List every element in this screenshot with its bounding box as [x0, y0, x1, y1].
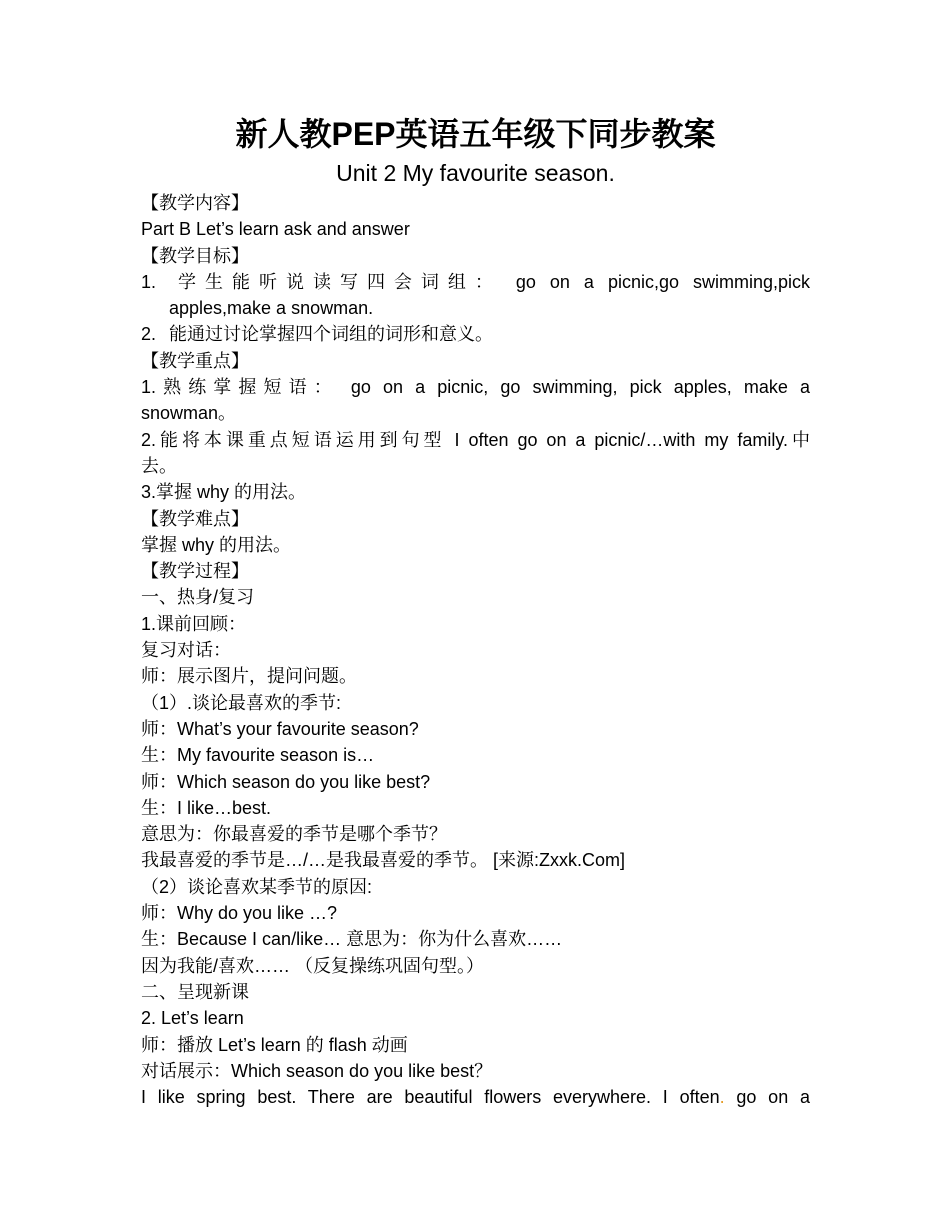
dialog-line: 师：What’s your favourite season?: [141, 718, 419, 739]
text-line: Part B Let’s learn ask and answer: [141, 219, 410, 240]
section-heading: 二、呈现新课: [141, 981, 249, 1002]
text-line: 1.课前回顾：: [141, 613, 247, 634]
key-1-line-a: 1.熟练掌握短语： go on a picnic, go swimming, pick apples, make a: [141, 377, 810, 398]
page-subtitle: Unit 2 My favourite season.: [336, 160, 615, 186]
last-line-text-end: go on a: [724, 1087, 810, 1108]
text-line: 对话展示：Which season do you like best？: [141, 1060, 493, 1081]
last-line-text: I like spring best. There are beautiful flowers everywhere. I often: [141, 1087, 720, 1108]
key-2-line-a: 2.能将本课重点短语运用到句型 I often go on a picnic/…with my family.中: [141, 429, 810, 450]
text-line: 师：播放 Let’s learn 的 flash 动画: [141, 1034, 408, 1055]
text-line: 因为我能/喜欢…… （反复操练巩固句型。）: [141, 955, 485, 976]
last-line: [141, 1084, 810, 1110]
goal-2-line: [141, 321, 810, 347]
heading-key-points: 【教学重点】: [141, 350, 249, 371]
dialog-line: 师：Which season do you like best?: [141, 771, 431, 792]
heading-content: 【教学内容】: [141, 193, 249, 213]
dialog-line: 生：My favourite season is…: [141, 745, 375, 766]
page-title: 新人教PEP英语五年级下同步教案: [235, 116, 716, 152]
key-3-line: 3.掌握 why 的用法。: [141, 482, 307, 503]
text-line: 意思为：你最喜爱的季节是哪个季节？: [141, 824, 447, 845]
text-line: 我最喜爱的季节是…/…是我最喜爱的季节。 [来源:Zxxk.Com]: [141, 850, 626, 871]
text-line: （2）谈论喜欢某季节的原因:: [141, 876, 373, 897]
section-heading: 一、热身/复习: [141, 587, 255, 608]
goal-1-text: 学生能听说读写四会词组： go on a picnic,go swimming,pick: [169, 271, 810, 292]
dialog-line: 生：Because I can/like… 意思为：你为什么喜欢……: [141, 929, 563, 950]
goal-1-line-a: [141, 269, 810, 295]
heading-difficult-points: 【教学难点】: [141, 508, 249, 529]
orange-mark: .: [719, 1087, 725, 1108]
key-1-line-b: snowman。: [141, 403, 237, 424]
list-number: 1.: [141, 271, 157, 292]
goal-2-text: 能通过讨论掌握四个词组的词形和意义。: [169, 324, 493, 345]
text-line: 2. Let’s learn: [141, 1008, 244, 1029]
dialog-line: 生：I like…best.: [141, 797, 272, 818]
goal-1-line-b: apples,make a snowman.: [169, 298, 374, 319]
text-line: 复习对话：: [141, 640, 231, 661]
dialog-line: 师：Why do you like …?: [141, 903, 338, 924]
key-2-line-b: 去。: [141, 455, 177, 476]
heading-process: 【教学过程】: [141, 561, 249, 582]
text-line: 师：展示图片，提问问题。: [141, 666, 357, 687]
document-body: [141, 112, 810, 1110]
heading-goals: 【教学目标】: [141, 245, 249, 266]
list-number: 2.: [141, 324, 157, 345]
text-line: （1）.谈论最喜欢的季节:: [141, 692, 342, 713]
text-line: 掌握 why 的用法。: [141, 534, 292, 555]
